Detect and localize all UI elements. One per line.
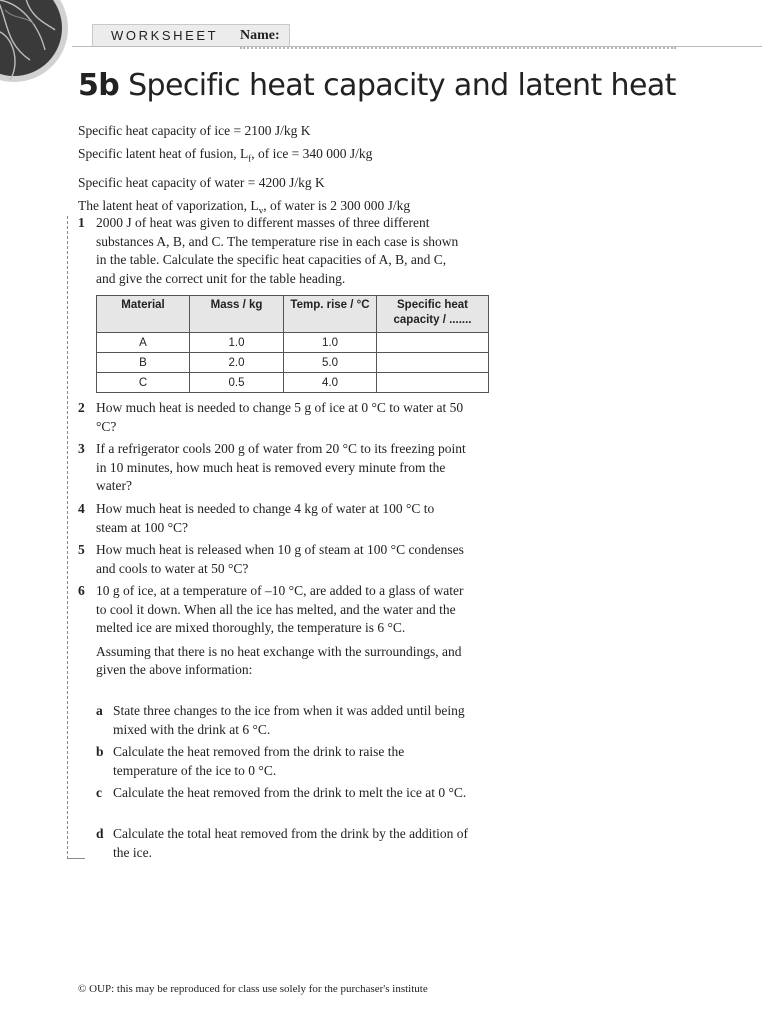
worksheet-header xyxy=(72,18,762,50)
copyright-footer: © OUP: this may be reproduced for class use solely for the purchaser's institute xyxy=(78,983,428,995)
column-header: Specific heat capacity / ....... xyxy=(377,296,489,333)
question-number: 3 xyxy=(78,441,85,456)
given-line: The latent heat of vaporization, $L_v$, of water is 2 300 000 J/kg xyxy=(78,197,411,216)
question-text: 10 g of ice, at a temperature of –10 °C, are added to a glass of water to cool it down. When all the ice has melted, and the water and the melted ice are mixed thoroughly, the temperature is 6 °C. xyxy=(96,583,464,635)
question-number: 1 xyxy=(78,215,85,230)
question-number: 5 xyxy=(78,542,85,557)
question-text: How much heat is needed to change 5 g of ice at 0 °C to water at 50 °C? xyxy=(96,400,464,434)
given-constants xyxy=(78,119,410,222)
given-line: Specific heat capacity of ice = 2100 J/kg K xyxy=(78,123,311,138)
table-cell: C xyxy=(97,373,190,393)
sub-question-letter: c xyxy=(96,785,102,800)
table-cell: 1.0 xyxy=(190,333,284,353)
margin-rule xyxy=(67,216,68,859)
table-cell: 1.0 xyxy=(284,333,377,353)
question-6 xyxy=(78,582,468,680)
worksheet-label: WORKSHEET xyxy=(92,24,290,47)
heart-logo-graphic xyxy=(0,0,72,107)
question-6b xyxy=(96,743,468,780)
question-text: If a refrigerator cools 200 g of water from 20 °C to its freezing point in 10 minutes, how much heat is removed every minute from the water? xyxy=(96,441,466,493)
sub-question-text: State three changes to the ice from when it was added until being mixed with the drink at 6 °C. xyxy=(113,703,465,737)
sub-question-text: Calculate the heat removed from the drink to raise the temperature of the ice to 0 °C. xyxy=(113,744,405,778)
column-header: Mass / kg xyxy=(190,296,284,333)
question-6c xyxy=(96,784,468,803)
given-line: Specific latent heat of fusion, $L_f$, of ice = 340 000 J/kg xyxy=(78,146,373,164)
question-intro: Assuming that there is no heat exchange with the surroundings, and given the above information: xyxy=(96,643,462,677)
question-text: How much heat is released when 10 g of steam at 100 °C condenses and cools to water at 50 °C? xyxy=(96,542,464,576)
table-cell: 4.0 xyxy=(284,373,377,393)
name-label: Name: xyxy=(240,28,280,43)
question-5 xyxy=(78,541,468,578)
question-4 xyxy=(78,500,468,537)
question-text: How much heat is needed to change 4 kg of water at 100 °C to steam at 100 °C? xyxy=(96,501,435,535)
column-header: Material xyxy=(97,296,190,333)
table-cell: 2.0 xyxy=(190,353,284,373)
table-cell: B xyxy=(97,353,190,373)
title-text: Specific heat capacity and latent heat xyxy=(128,68,676,103)
question-text: 2000 J of heat was given to different masses of three different substances A, B, and C. The temperature rise in each case is shown in the table. Calculate the specific heat capacities of A, B, and C, and give the correct unit for the table heading. xyxy=(96,215,459,286)
title-number: 5b xyxy=(78,68,120,103)
table-cell: 5.0 xyxy=(284,353,377,373)
column-header: Temp. rise / °C xyxy=(284,296,377,333)
table-cell: 0.5 xyxy=(190,373,284,393)
question-6d xyxy=(96,825,468,862)
table-cell-blank[interactable] xyxy=(377,353,489,373)
question-number: 6 xyxy=(78,583,85,598)
table-cell: A xyxy=(97,333,190,353)
sub-question-letter: a xyxy=(96,703,103,718)
table-row xyxy=(97,333,489,353)
question-2 xyxy=(78,399,468,436)
table-row xyxy=(97,353,489,373)
sub-question-letter: d xyxy=(96,826,104,841)
given-line: Specific heat capacity of water = 4200 J/kg K xyxy=(78,174,325,190)
table-cell-blank[interactable] xyxy=(377,373,489,393)
sub-question-text: Calculate the heat removed from the drink to melt the ice at 0 °C. xyxy=(113,785,467,800)
sub-question-text: Calculate the total heat removed from the drink by the addition of the ice. xyxy=(113,826,469,860)
page-title xyxy=(78,68,676,103)
table-row xyxy=(97,373,489,393)
question-3 xyxy=(78,440,468,496)
margin-rule-end xyxy=(67,858,85,859)
sub-question-letter: b xyxy=(96,744,104,759)
table-cell-blank[interactable] xyxy=(377,333,489,353)
question-number: 4 xyxy=(78,501,85,516)
question-6a xyxy=(96,702,468,739)
question-number: 2 xyxy=(78,400,85,415)
table-header-row xyxy=(97,296,489,333)
name-line xyxy=(240,47,676,49)
question-1 xyxy=(78,214,468,288)
data-table xyxy=(96,295,489,393)
